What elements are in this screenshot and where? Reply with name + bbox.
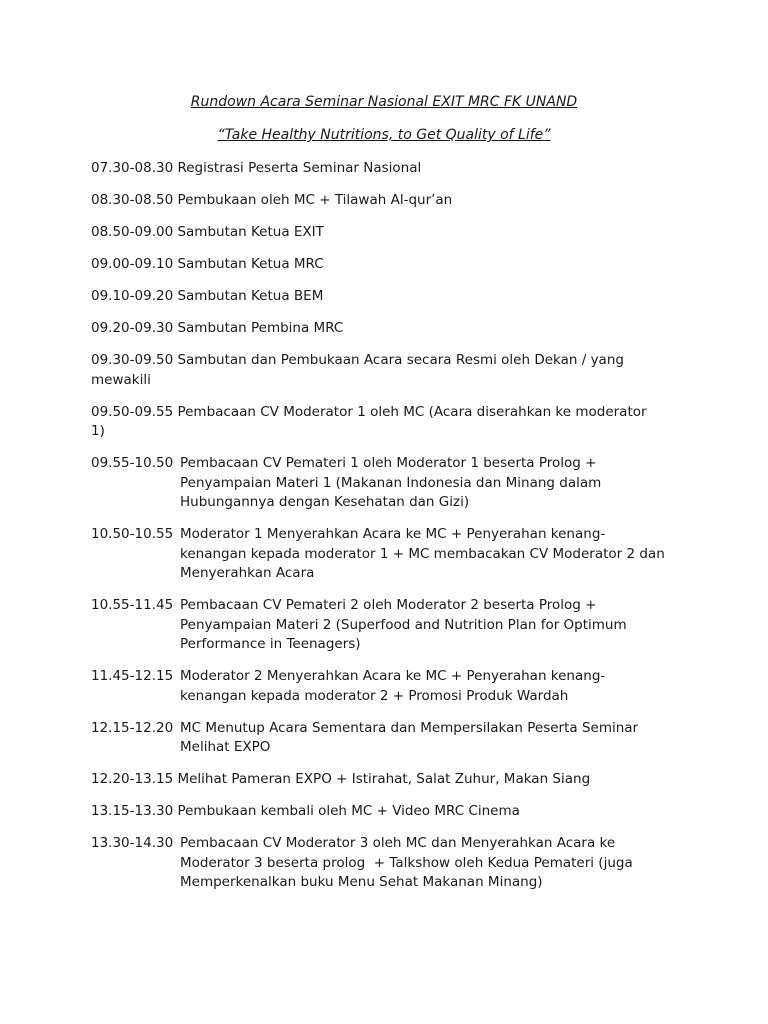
schedule-time: 12.15-12.20	[91, 719, 174, 736]
schedule-activity: Sambutan Ketua MRC	[177, 256, 324, 272]
schedule-activity: MC Menutup Acara Sementara dan Mempersilakan Peserta Seminar Melihat EXPO	[180, 719, 639, 755]
schedule-activity: Pembukaan oleh MC + Tilawah Al-qur’an	[177, 192, 453, 208]
schedule-activity: Moderator 2 Menyerahkan Acara ke MC + Penyerahan kenang- kenangan kepada moderator 2 + Promosi Produk Wardah	[180, 668, 606, 704]
schedule-time: 11.45-12.15	[91, 668, 174, 684]
schedule-time: 09.50-09.55	[91, 403, 174, 420]
schedule-time: 08.30-08.50	[91, 192, 174, 208]
schedule-activity: Sambutan dan Pembukaan Acara secara Resmi oleh Dekan / yang mewakili	[91, 352, 624, 388]
schedule-row	[91, 834, 686, 893]
schedule-activity: Moderator 1 Menyerahkan Acara ke MC + Penyerahan kenang- kenangan kepada moderator 1 + MC membacakan CV Moderator 2 dan Menyerahkan Acara	[180, 526, 665, 581]
schedule-activity: Pembacaan CV Pemateri 1 oleh Moderator 1 beserta Prolog + Penyampaian Materi 1 (Makanan Indonesia dan Minang dalam Hubungannya dengan Kesehatan dan Gizi)	[180, 455, 602, 510]
schedule-row	[91, 351, 686, 390]
document-title: Rundown Acara Seminar Nasional EXIT MRC FK UNAND	[190, 94, 578, 110]
schedule-row	[91, 287, 686, 307]
schedule-time: 09.00-09.10	[91, 256, 174, 272]
schedule-row	[91, 191, 686, 211]
schedule-row	[91, 667, 686, 706]
schedule-row	[91, 802, 686, 822]
schedule-list	[91, 159, 686, 905]
schedule-time: 12.20-13.15	[91, 771, 174, 787]
schedule-activity: Pembukaan kembali oleh MC + Video MRC Cinema	[177, 803, 520, 819]
schedule-row	[91, 223, 686, 243]
schedule-time: 08.50-09.00	[91, 224, 174, 240]
schedule-activity: Pembacaan CV Moderator 1 oleh MC (Acara diserahkan ke moderator 1)	[91, 403, 647, 439]
schedule-time: 13.30-14.30	[91, 835, 174, 851]
schedule-time: 09.10-09.20	[91, 288, 174, 304]
schedule-time: 10.50-10.55	[91, 526, 174, 542]
schedule-row	[91, 319, 686, 339]
schedule-time: 09.55-10.50	[91, 455, 174, 471]
schedule-row	[91, 719, 686, 758]
schedule-activity: Sambutan Ketua BEM	[177, 288, 324, 304]
schedule-row	[91, 770, 686, 790]
schedule-row	[91, 454, 686, 513]
schedule-row	[91, 255, 686, 275]
schedule-row	[91, 159, 686, 179]
schedule-row	[91, 403, 686, 442]
schedule-activity: Pembacaan CV Pemateri 2 oleh Moderator 2 beserta Prolog + Penyampaian Materi 2 (Superfood and Nutrition Plan for Optimum Performance in Teenagers)	[180, 597, 627, 652]
schedule-activity: Sambutan Ketua EXIT	[177, 224, 324, 240]
schedule-time: 07.30-08.30	[91, 160, 174, 176]
schedule-row	[91, 525, 686, 584]
schedule-time: 09.30-09.50	[91, 352, 174, 368]
document-theme: “Take Healthy Nutritions, to Get Quality of Life”	[217, 127, 551, 143]
schedule-time: 13.15-13.30	[91, 803, 174, 819]
schedule-row	[91, 596, 686, 655]
schedule-activity: Sambutan Pembina MRC	[177, 320, 344, 336]
schedule-time: 09.20-09.30	[91, 320, 174, 336]
schedule-activity: Melihat Pameran EXPO + Istirahat, Salat Zuhur, Makan Siang	[177, 771, 591, 787]
schedule-activity: Pembacaan CV Moderator 3 oleh MC dan Menyerahkan Acara ke Moderator 3 beserta prolog + Talkshow oleh Kedua Pemateri (juga Memperkenalkan buku Menu Sehat Makanan Minang)	[180, 835, 633, 890]
schedule-activity: Registrasi Peserta Seminar Nasional	[177, 160, 422, 176]
schedule-time: 10.55-11.45	[91, 597, 174, 613]
